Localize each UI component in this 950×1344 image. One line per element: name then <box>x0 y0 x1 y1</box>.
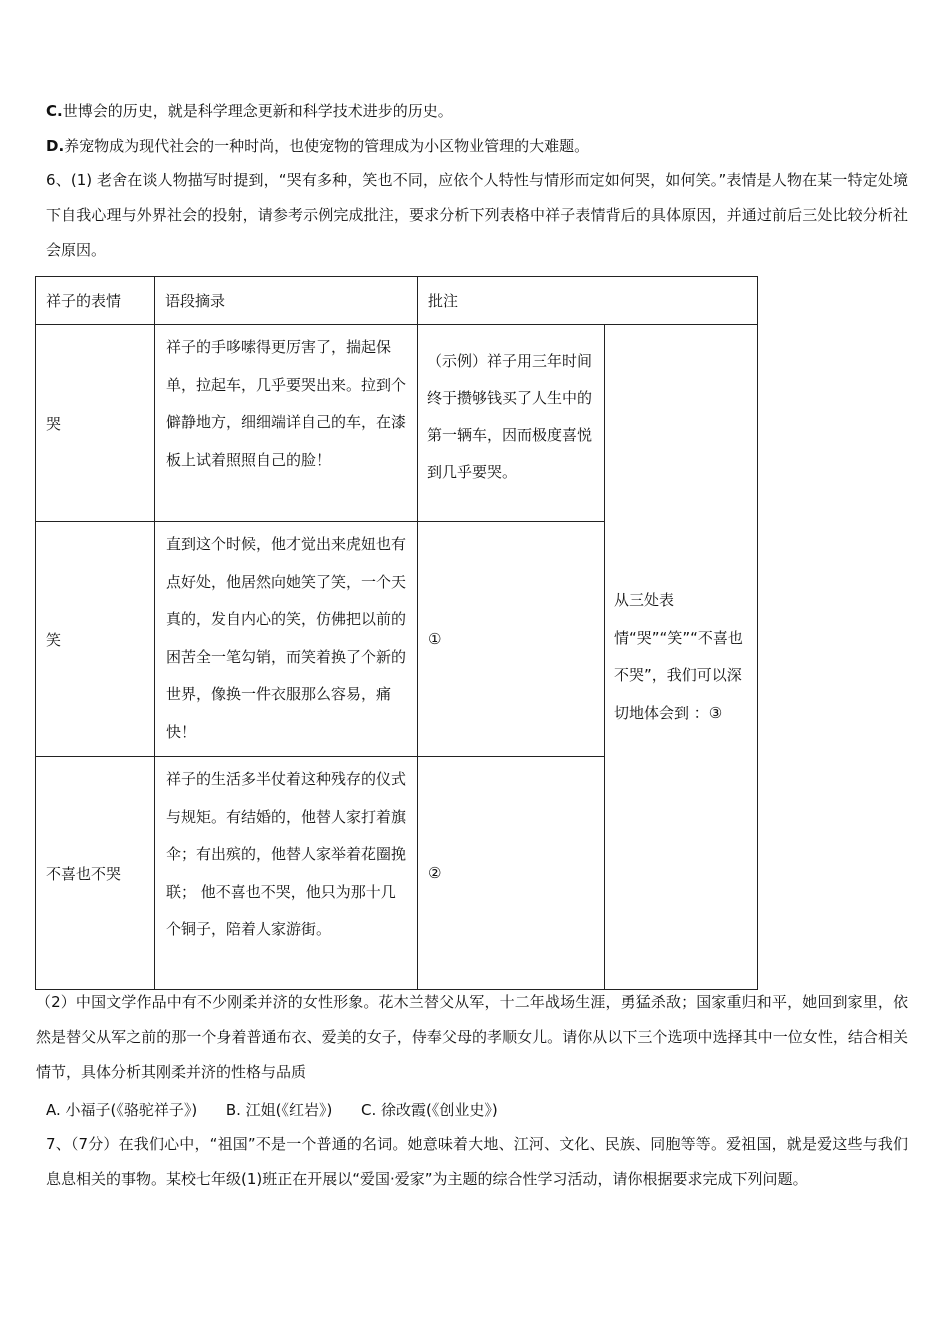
option-d-label: D. <box>46 137 65 155</box>
question-7: 7、（7分）在我们心中，“祖国”不是一个普通的名词。她意味着大地、江河、文化、民族、同胞等等。爱祖国，就是爱这些与我们息息相关的事物。某校七年级(1)班正在开展以“爱国·爱家”为主题的综合性学习活动，请你根据要求完成下列问题。 <box>46 1135 908 1188</box>
option-d <box>46 136 908 156</box>
row-laugh-excerpt <box>155 522 418 757</box>
row-cry-expression: 哭 <box>36 325 155 522</box>
option-c-text: 世博会的历史，就是科学理念更新和科学技术进步的历史。 <box>62 102 453 120</box>
row-neither-excerpt-text: 祥子的生活多半仗着这种残存的仪式与规矩。有结婚的，他替人家打着旗伞；有出殡的，他替人家举着花圈挽联； 他不喜也不哭，他只为那十几个铜子，陪着人家游街。 <box>166 770 407 938</box>
row-laugh-annotation-blank: ① <box>418 522 605 757</box>
choice-list <box>46 1100 498 1120</box>
option-d-text: 养宠物成为现代社会的一种时尚，也使宠物的管理成为小区物业管理的大难题。 <box>64 137 590 155</box>
row-neither-excerpt <box>155 757 418 990</box>
option-c-label: C. <box>46 102 63 120</box>
choice-b: B. 江姐(《红岩》) <box>225 1101 333 1119</box>
header-excerpt: 语段摘录 <box>155 277 418 325</box>
summary-annotation: 从三处表情“哭”“笑”“不喜也不哭”，我们可以深切地体会到 ：③ <box>605 325 758 990</box>
row-neither-expression: 不喜也不哭 <box>36 757 155 990</box>
question-6-intro: 6、(1) 老舍在谈人物描写时提到，“哭有多种，笑也不同，应依个人特性与情形而定如何哭，如何笑。”表情是人物在某一特定处境下自我心理与外界社会的投射，请参考示例完成批注，要求分析下列表格中祥子表情背后的具体原因，并通过前后三处比较分析社会原因。 <box>46 171 908 259</box>
option-c <box>46 101 908 121</box>
choice-a: A. 小福子(《骆驼祥子》) <box>46 1101 198 1119</box>
header-annotation: 批注 <box>418 277 758 325</box>
row-laugh-expression: 笑 <box>36 522 155 757</box>
header-expression: 祥子的表情 <box>36 277 155 325</box>
row-neither-annotation-blank: ② <box>418 757 605 990</box>
choice-c: C. 徐改霞(《创业史》) <box>361 1101 498 1119</box>
row-cry-excerpt-text: 祥子的手哆嗦得更厉害了，揣起保单，拉起车，几乎要哭出来。拉到个僻静地方，细细端详自己的车，在漆板上试着照照自己的脸！ <box>166 338 407 469</box>
row-laugh-excerpt-text: 直到这个时候，他才觉出来虎妞也有点好处，他居然向她笑了笑，一个天真的，发自内心的笑，仿佛把以前的困苦全一笔勾销，而笑着换了个新的世界，像换一件衣服那么容易，痛快！ <box>166 535 407 741</box>
question-6-part2: （2）中国文学作品中有不少刚柔并济的女性形象。花木兰替父从军，十二年战场生涯，勇猛杀敌；国家重归和平，她回到家里，依然是替父从军之前的那一个身着普通布衣、爱美的女子，侍奉父母的孝顺女儿。请你从以下三个选项中选择其中一位女性，结合相关情节，具体分析其刚柔并济的性格与品质 <box>36 993 908 1081</box>
row-cry-annotation: （示例）祥子用三年时间终于攒够钱买了人生中的第一辆车，因而极度喜悦到几乎要哭。 <box>418 325 605 522</box>
expression-table <box>35 276 758 990</box>
row-cry-excerpt <box>155 325 418 522</box>
